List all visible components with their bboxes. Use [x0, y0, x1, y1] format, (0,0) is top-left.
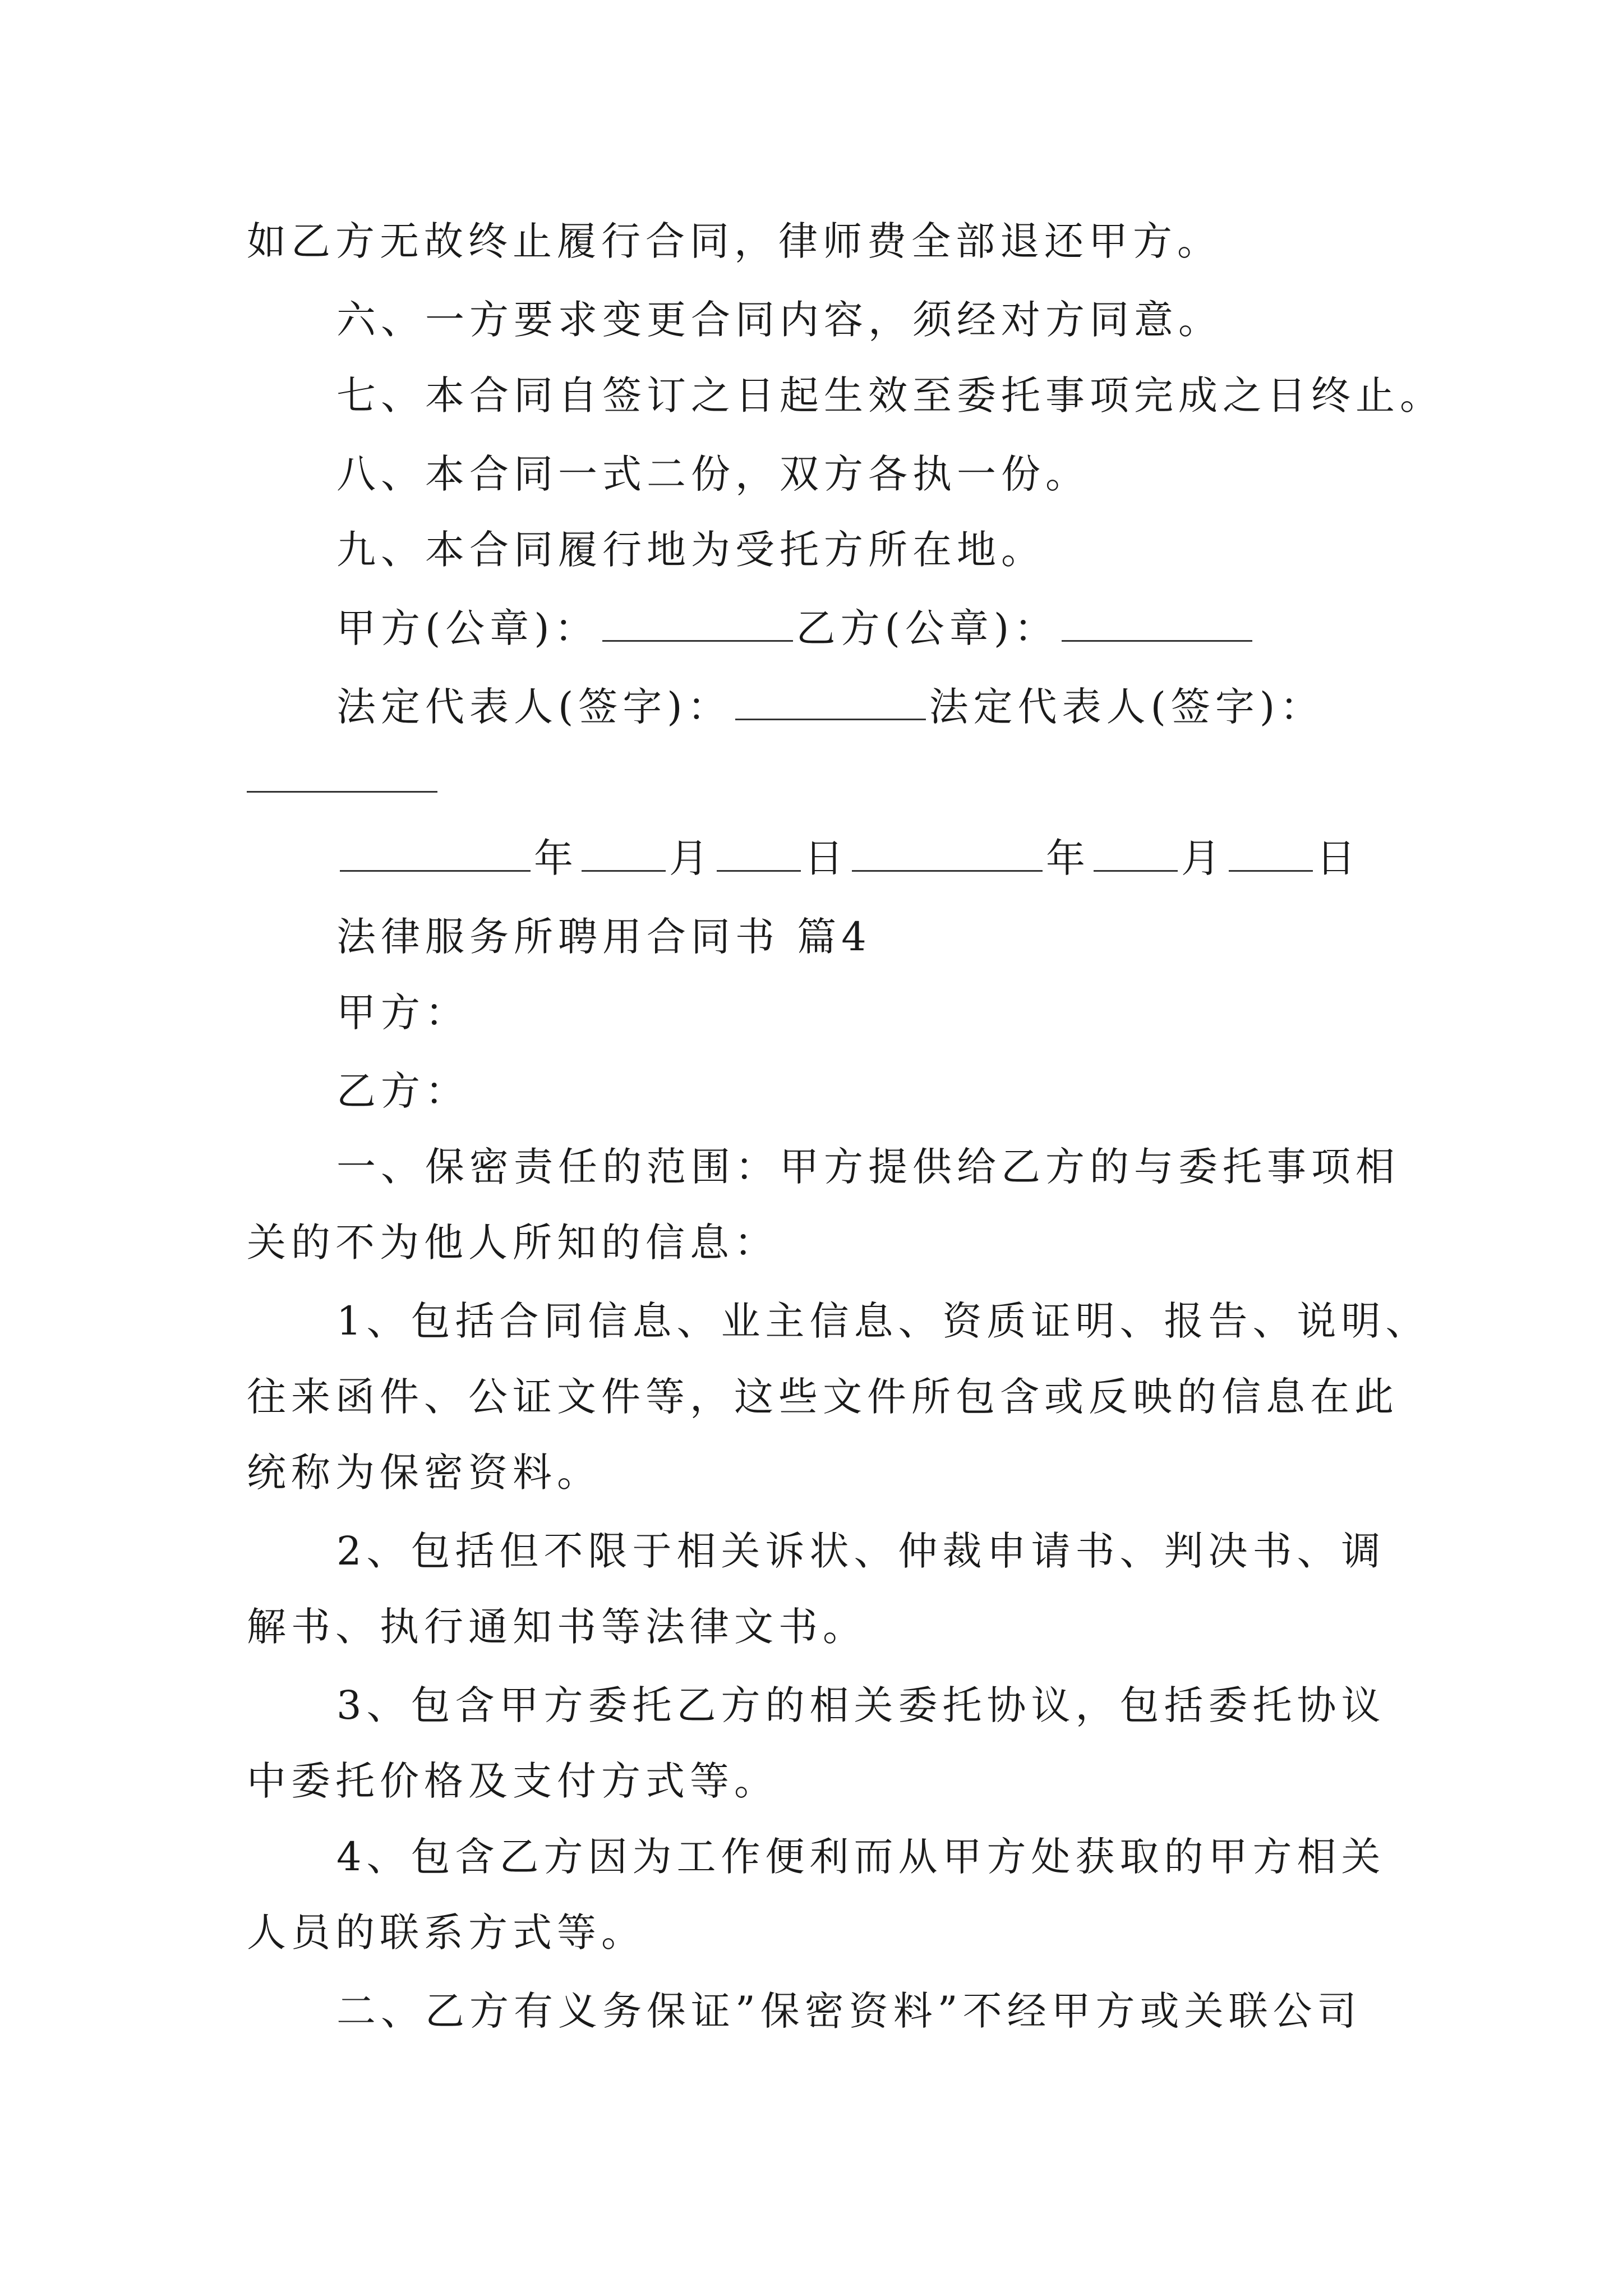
party-a-year-blank[interactable]: [340, 833, 531, 872]
party-a-seal-blank[interactable]: [602, 603, 793, 642]
paragraph-line: 一、保密责任的范围：甲方提供给乙方的与委托事项相: [336, 1144, 1400, 1190]
party-b-representative-label: 法定代表人(签字)：: [929, 684, 1325, 730]
year-label: 年: [1046, 835, 1090, 881]
party-b-day-blank[interactable]: [1229, 833, 1313, 872]
party-a-day-blank[interactable]: [717, 833, 801, 872]
paragraph-line: 往来函件、公证文件等，这些文件所包含或反映的信息在此: [247, 1374, 1399, 1420]
clause-six: 六、一方要求变更合同内容，须经对方同意。: [336, 297, 1223, 343]
party-a-representative-blank[interactable]: [735, 682, 926, 720]
paragraph-line: 1、包括合同信息、业主信息、资质证明、报告、说明、: [336, 1298, 1430, 1344]
party-b-seal-blank[interactable]: [1062, 603, 1252, 642]
paragraph-line: 统称为保密资料。: [247, 1450, 601, 1496]
party-b-seal-label: 乙方(公章)：: [796, 605, 1059, 651]
year-label: 年: [534, 835, 578, 881]
party-b-label: 乙方：: [336, 1068, 469, 1114]
month-label: 月: [1181, 835, 1225, 881]
representative-line: [336, 679, 1324, 735]
month-label: 月: [669, 835, 713, 881]
date-line: [336, 830, 1361, 886]
paragraph-line: 如乙方无故终止履行合同，律师费全部退还甲方。: [247, 218, 1221, 264]
clause-eight: 八、本合同一式二份，双方各执一份。: [336, 451, 1090, 497]
paragraph-line: 关的不为他人所知的信息：: [247, 1220, 778, 1266]
paragraph-line: 中委托价格及支付方式等。: [247, 1758, 778, 1804]
paragraph-line: 4、包含乙方因为工作便利而从甲方处获取的甲方相关: [336, 1834, 1386, 1880]
party-a-seal-label: 甲方(公章)：: [336, 605, 599, 651]
paragraph-line: 解书、执行通知书等法律文书。: [247, 1604, 867, 1650]
party-a-representative-label: 法定代表人(签字)：: [336, 684, 732, 730]
day-label: 日: [1316, 835, 1361, 881]
clause-seven: 七、本合同自签订之日起生效至委托事项完成之日终止。: [336, 372, 1444, 418]
paragraph-line: 人员的联系方式等。: [247, 1910, 645, 1955]
paragraph-line: 2、包括但不限于相关诉状、仲裁申请书、判决书、调: [336, 1528, 1386, 1574]
seal-line: [336, 600, 1256, 656]
party-a-month-blank[interactable]: [582, 833, 666, 872]
clause-nine: 九、本合同履行地为受托方所在地。: [336, 527, 1045, 573]
party-b-year-blank[interactable]: [852, 833, 1043, 872]
party-a-label: 甲方：: [336, 990, 469, 1036]
paragraph-line: 3、包含甲方委托乙方的相关委托协议，包括委托协议: [336, 1682, 1386, 1728]
paragraph-line: 二、乙方有义务保证”保密资料”不经甲方或关联公司: [336, 1988, 1362, 2034]
section-heading: 法律服务所聘用合同书 篇4: [336, 914, 872, 960]
party-b-representative-blank[interactable]: [247, 791, 437, 793]
day-label: 日: [804, 835, 849, 881]
party-b-month-blank[interactable]: [1094, 833, 1178, 872]
